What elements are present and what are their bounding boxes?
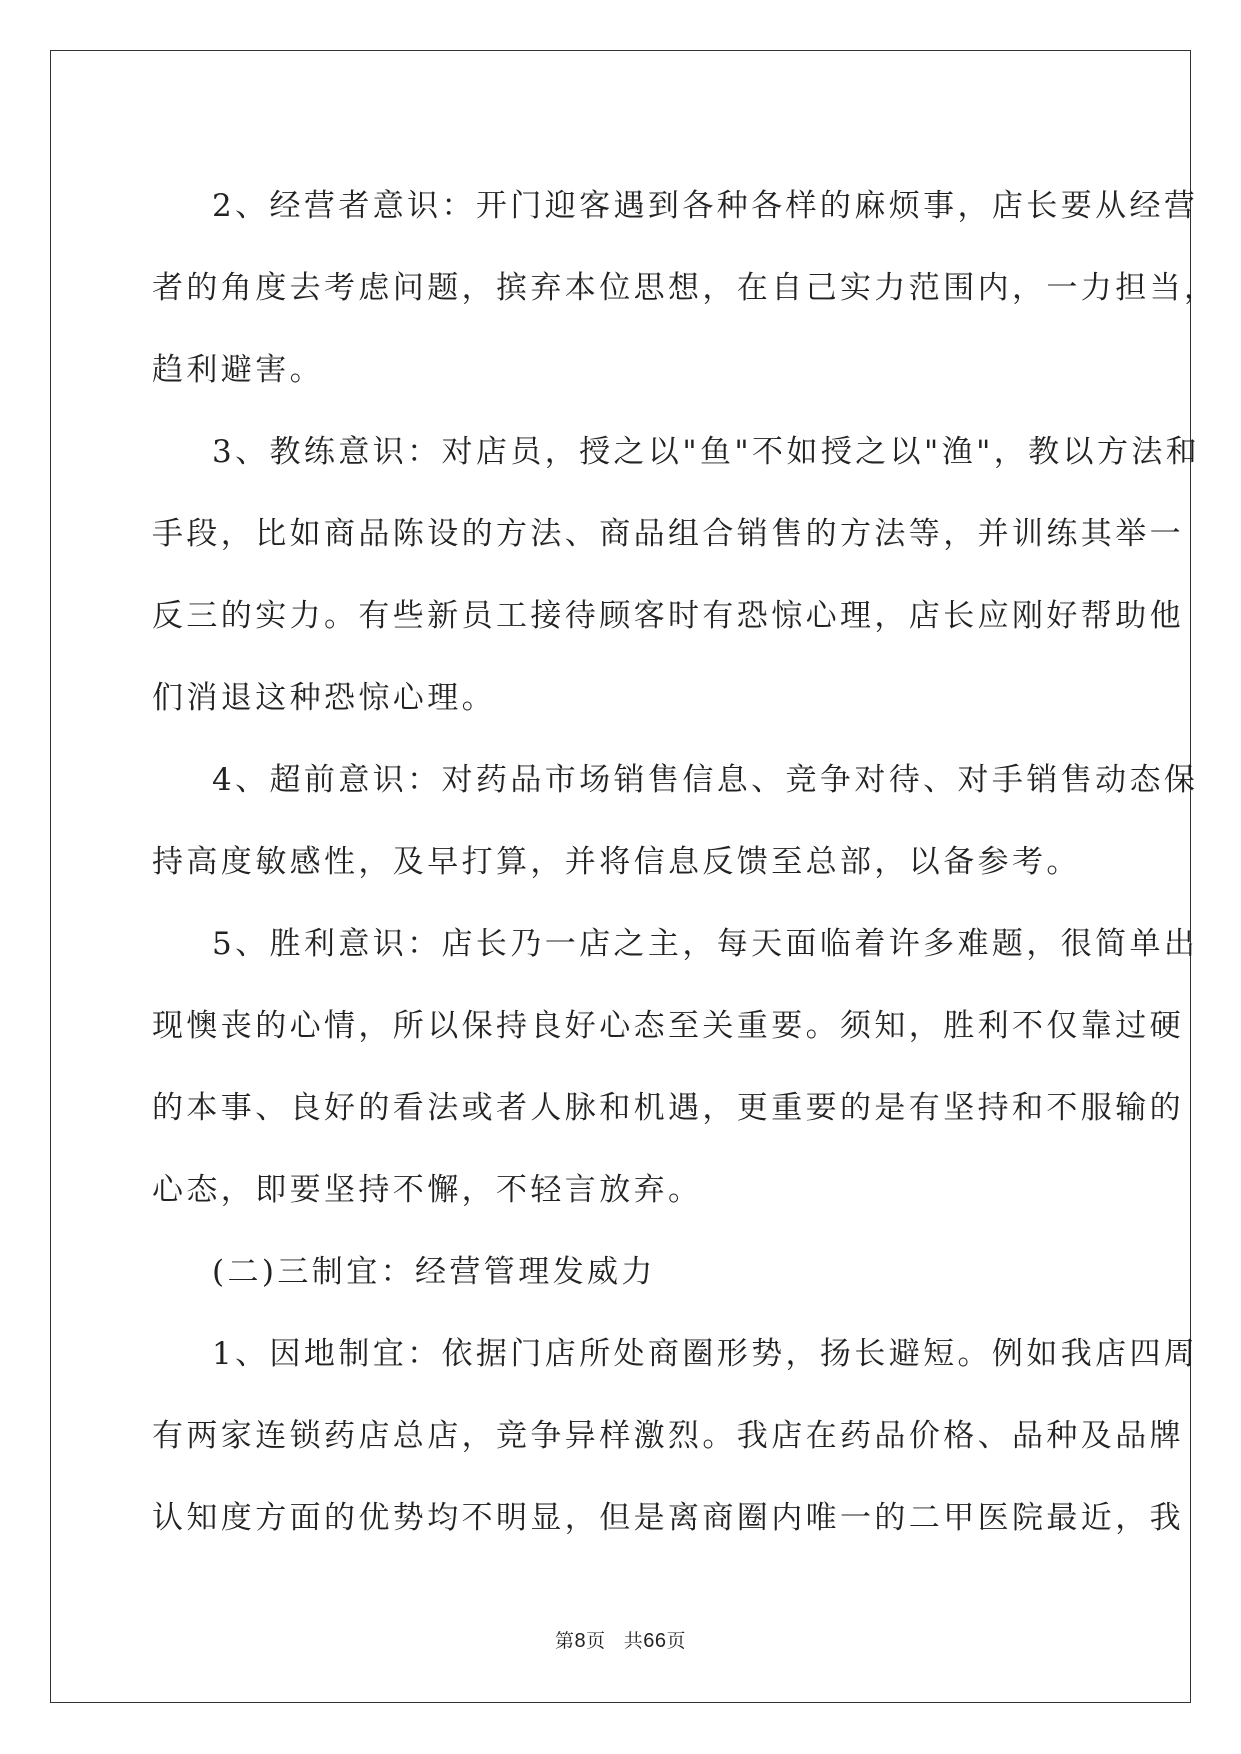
footer-total-prefix: 共 bbox=[623, 1631, 644, 1652]
paragraph-line: 的本事、良好的看法或者人脉和机遇，更重要的是有坚持和不服输的 bbox=[152, 1090, 1184, 1126]
paragraph-line: 5、胜利意识：店长乃一店之主，每天面临着许多难题，很简单出 bbox=[212, 926, 1199, 962]
paragraph-line: 者的角度去考虑问题，摈弃本位思想，在自己实力范围内，一力担当， bbox=[152, 270, 1219, 306]
paragraph-line: 心态，即要坚持不懈，不轻言放弃。 bbox=[152, 1172, 703, 1208]
footer-page-prefix: 第 bbox=[555, 1631, 575, 1652]
paragraph-line: 2、经营者意识：开门迎客遇到各种各样的麻烦事，店长要从经营 bbox=[212, 188, 1199, 224]
paragraph-line: 持高度敏感性，及早打算，并将信息反馈至总部，以备参考。 bbox=[152, 844, 1081, 880]
section-heading: (二)三制宜：经营管理发威力 bbox=[212, 1254, 656, 1290]
paragraph-line: 3、教练意识：对店员，授之以"鱼"不如授之以"渔"，教以方法和 bbox=[212, 434, 1201, 470]
paragraph-line: 有两家连锁药店总店，竞争异样激烈。我店在药品价格、品种及品牌 bbox=[152, 1418, 1184, 1454]
paragraph-line: 趋利避害。 bbox=[152, 352, 324, 388]
footer-total-suffix: 页 bbox=[666, 1631, 686, 1652]
paragraph-line: 现懊丧的心情，所以保持良好心态至关重要。须知，胜利不仅靠过硬 bbox=[152, 1008, 1184, 1044]
paragraph-line: 认知度方面的优势均不明显，但是离商圈内唯一的二甲医院最近，我 bbox=[152, 1500, 1184, 1536]
paragraph-line: 1、因地制宜：依据门店所处商圈形势，扬长避短。例如我店四周 bbox=[212, 1336, 1199, 1372]
paragraph-line: 们消退这种恐惊心理。 bbox=[152, 680, 496, 716]
paragraph-line: 手段，比如商品陈设的方法、商品组合销售的方法等，并训练其举一 bbox=[152, 516, 1184, 552]
paragraph-line: 反三的实力。有些新员工接待顾客时有恐惊心理，店长应刚好帮助他 bbox=[152, 598, 1184, 634]
paragraph-line: 4、超前意识：对药品市场销售信息、竞争对待、对手销售动态保 bbox=[212, 762, 1199, 798]
page-footer bbox=[0, 1626, 1241, 1653]
footer-page-suffix: 页 bbox=[586, 1631, 606, 1652]
footer-total-pages: 66 bbox=[643, 1630, 667, 1652]
footer-page-number: 8 bbox=[574, 1630, 587, 1652]
document-body bbox=[152, 165, 1219, 1559]
